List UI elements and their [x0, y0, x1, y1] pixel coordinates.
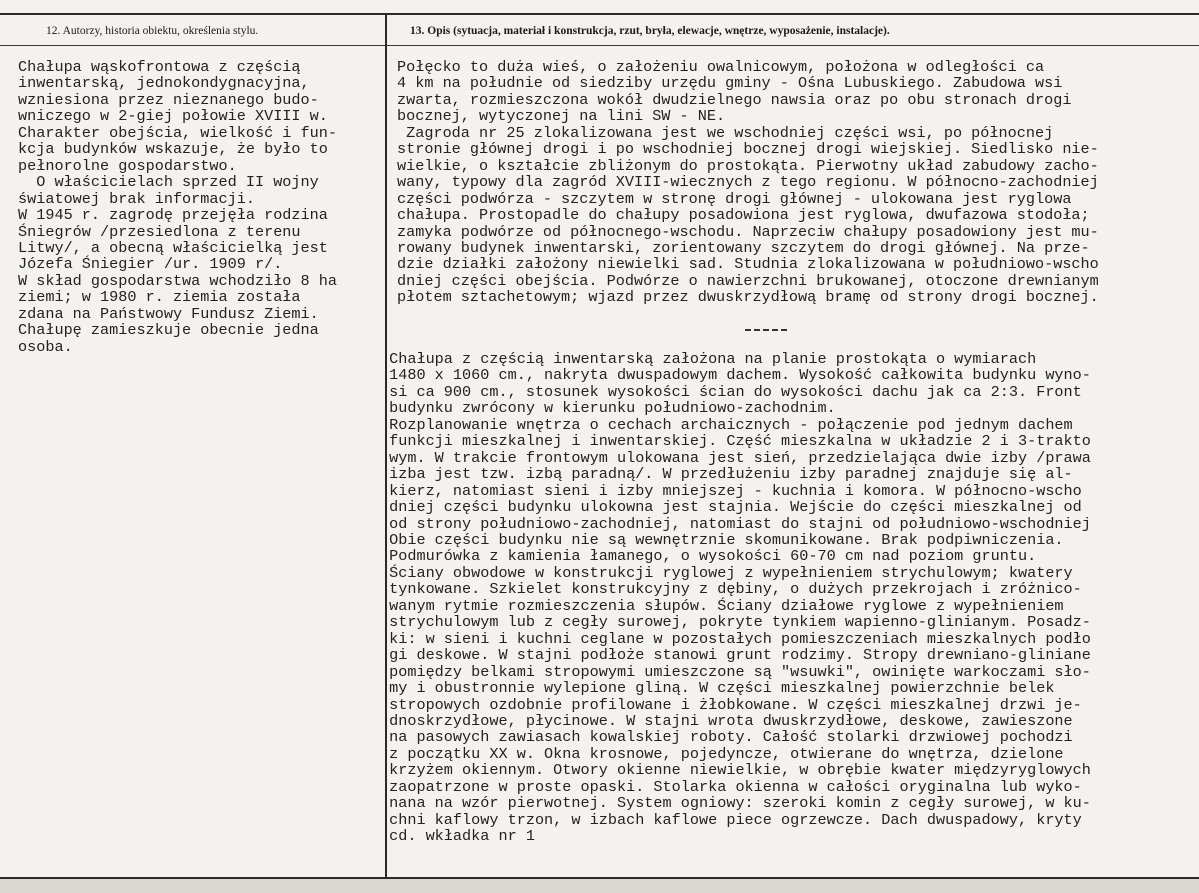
- history-text: Chałupa wąskofrontowa z częścią inwentarską, jednokondygnacyjna, wzniesiona przez nieznanego budo- wniczego w 2-giej połowie XVIII w. Charakter obejścia, wielkość i fun- kcja budynków wskazuje, że było to pełnorolne gospodarstwo. O właścicielach sprzed II wojny światowej brak informacji. W 1945 r. zagrodę przejęła rodzina Śniegrów /przesiedlona z terenu Litwy/, a obecną właścicielką jest Józefa Śniegier /ur. 1909 r/. W skład gospodarstwa wchodziło 8 ha ziemi; w 1980 r. ziemia została zdana na Państwowy Fundusz Ziemi. Chałupę zamieszkuje obecnie jedna osoba.: [18, 58, 337, 356]
- right-column-header: [410, 25, 890, 37]
- right-header-number: 13.: [410, 25, 425, 37]
- header-divider-line: [0, 45, 1199, 46]
- left-column-header-text: 12. Autorzy, historia obiektu, określenia stylu.: [46, 25, 259, 37]
- left-column-header: [46, 25, 258, 37]
- right-header-title: Opis: [427, 25, 451, 37]
- section-separator: [745, 329, 787, 331]
- top-border-line: [0, 13, 1199, 15]
- bottom-margin: [0, 879, 1199, 893]
- right-header-description: (sytuacja, materiał i konstrukcja, rzut, bryła, elewacje, wnętrze, wyposażenie, instalacje).: [453, 25, 890, 37]
- situation-description: Połęcko to duża wieś, o założeniu owalnicowym, położona w odległości ca 4 km na południe od siedziby urzędu gminy - Ośna Lubuskiego. Zabudowa wsi zwarta, rozmieszczona wokół dwudzielnego nawsia oraz po obu stronach drogi bocznej, wytyczonej na lini SW - NE. Zagroda nr 25 zlokalizowana jest we wschodniej części wsi, po północnej stronie głównej drogi i po wschodniej bocznej drogi wiejskiej. Siedlisko nie- wielkie, o kształcie zbliżonym do prostokąta. Pierwotny układ zabudowy zacho- wany, typowy dla zagród XVIII-wiecznych z tego regionu. W północno-zachodniej części podwórza - szczytem w stronę drogi głównej - ulokowana jest ryglowa chałupa. Prostopadle do chałupy posadowiona jest ryglowa, dwufazowa stodoła; zamyka podwórze od północnego-wschodu. Naprzeciw chałupy posadowiony jest mu- rowany budynek inwentarski, zorientowany szczytem do drogi głównej. Na prze- dzie działki założony niewielki sad. Studnia zlokalizowana w południowo-wscho dniej części obejścia. Podwórze o nawierzchni brukowanej, otoczone drewnianym płotem sztachetowym; wjazd przez dwuskrzydłową bramę od strony drogi bocznej.: [397, 58, 1099, 307]
- building-description: Chałupa z częścią inwentarską założona na planie prostokąta o wymiarach 1480 x 1060 cm., nakryta dwuspadowym dachem. Wysokość całkowita budynku wyno- si ca 900 cm., stosunek wysokości ścian do wysokości dachu jak ca 2:3. Front budynku zwrócony w kierunku południowo-zachodnim. Rozplanowanie wnętrza o cechach archaicznych - połączenie pod jednym dachem funkcji mieszkalnej i inwentarskiej. Część mieszkalna w układzie 2 i 3-trakto wym. W trakcie frontowym ulokowana jest sień, przedzielająca dwie izby /prawa izba jest tzw. izbą paradną/. W przedłużeniu izby paradnej znajduje się al- kierz, natomiast sieni i izby mniejszej - kuchnia i komora. W północno-wscho dniej części budynku ulokowna jest stajnia. Wejście do części mieszkalnej od od strony południowo-zachodniej, natomiast do stajni od południowo-wschodniej Obie części budynku nie są wewnętrznie skomunikowane. Brak podpiwniczenia. Podmurówka z kamienia łamanego, o wysokości 60-70 cm nad poziom gruntu. Ściany obwodowe w konstrukcji ryglowej z wypełnieniem strychulowym; kwatery tynkowane. Szkielet konstrukcyjny z dębiny, o dużych przekrojach i zróżnico- wanym rytmie rozmieszczenia słupów. Ściany działowe ryglowe z wypełnieniem strychulowym lub z cegły surowej, pokryte tynkiem wapienno-glinianym. Posadz- ki: w sieni i kuchni ceglane w pozostałych pomieszczeniach mieszkalnych podło gi deskowe. W stajni podłoże stanowi grunt rodzimy. Stropy drewniano-gliniane pomiędzy belkami stropowymi umieszczone są "wsuwki", owinięte warkoczami sło- my i obustronnie wylepione gliną. W części mieszkalnej powierzchnie belek stropowych ozdobnie profilowane i żłobkowane. W części mieszkalnej drzwi je- dnoskrzydłowe, płycinowe. W stajni wrota dwuskrzydłowe, deskowe, zawieszone na pasowych zawiasach kowalskiej roboty. Całość stolarki drzwiowej pochodzi z początku XX w. Okna krosnowe, pojedyncze, otwierane do wnętrza, dzielone krzyżem okiennym. Otwory okienne niewielkie, w obrębie kwater międzyryglowych zaopatrzone w proste opaski. Stolarka okienna w całości oryginalna lub wyko- nana na wzór pierwotnej. System ogniowy: szeroki komin z cegły surowej, w ku- chni kaflowy trzon, w izbach kaflowe piece ogrzewcze. Dach dwuspadowy, kryty cd. wkładka nr 1: [389, 350, 1091, 846]
